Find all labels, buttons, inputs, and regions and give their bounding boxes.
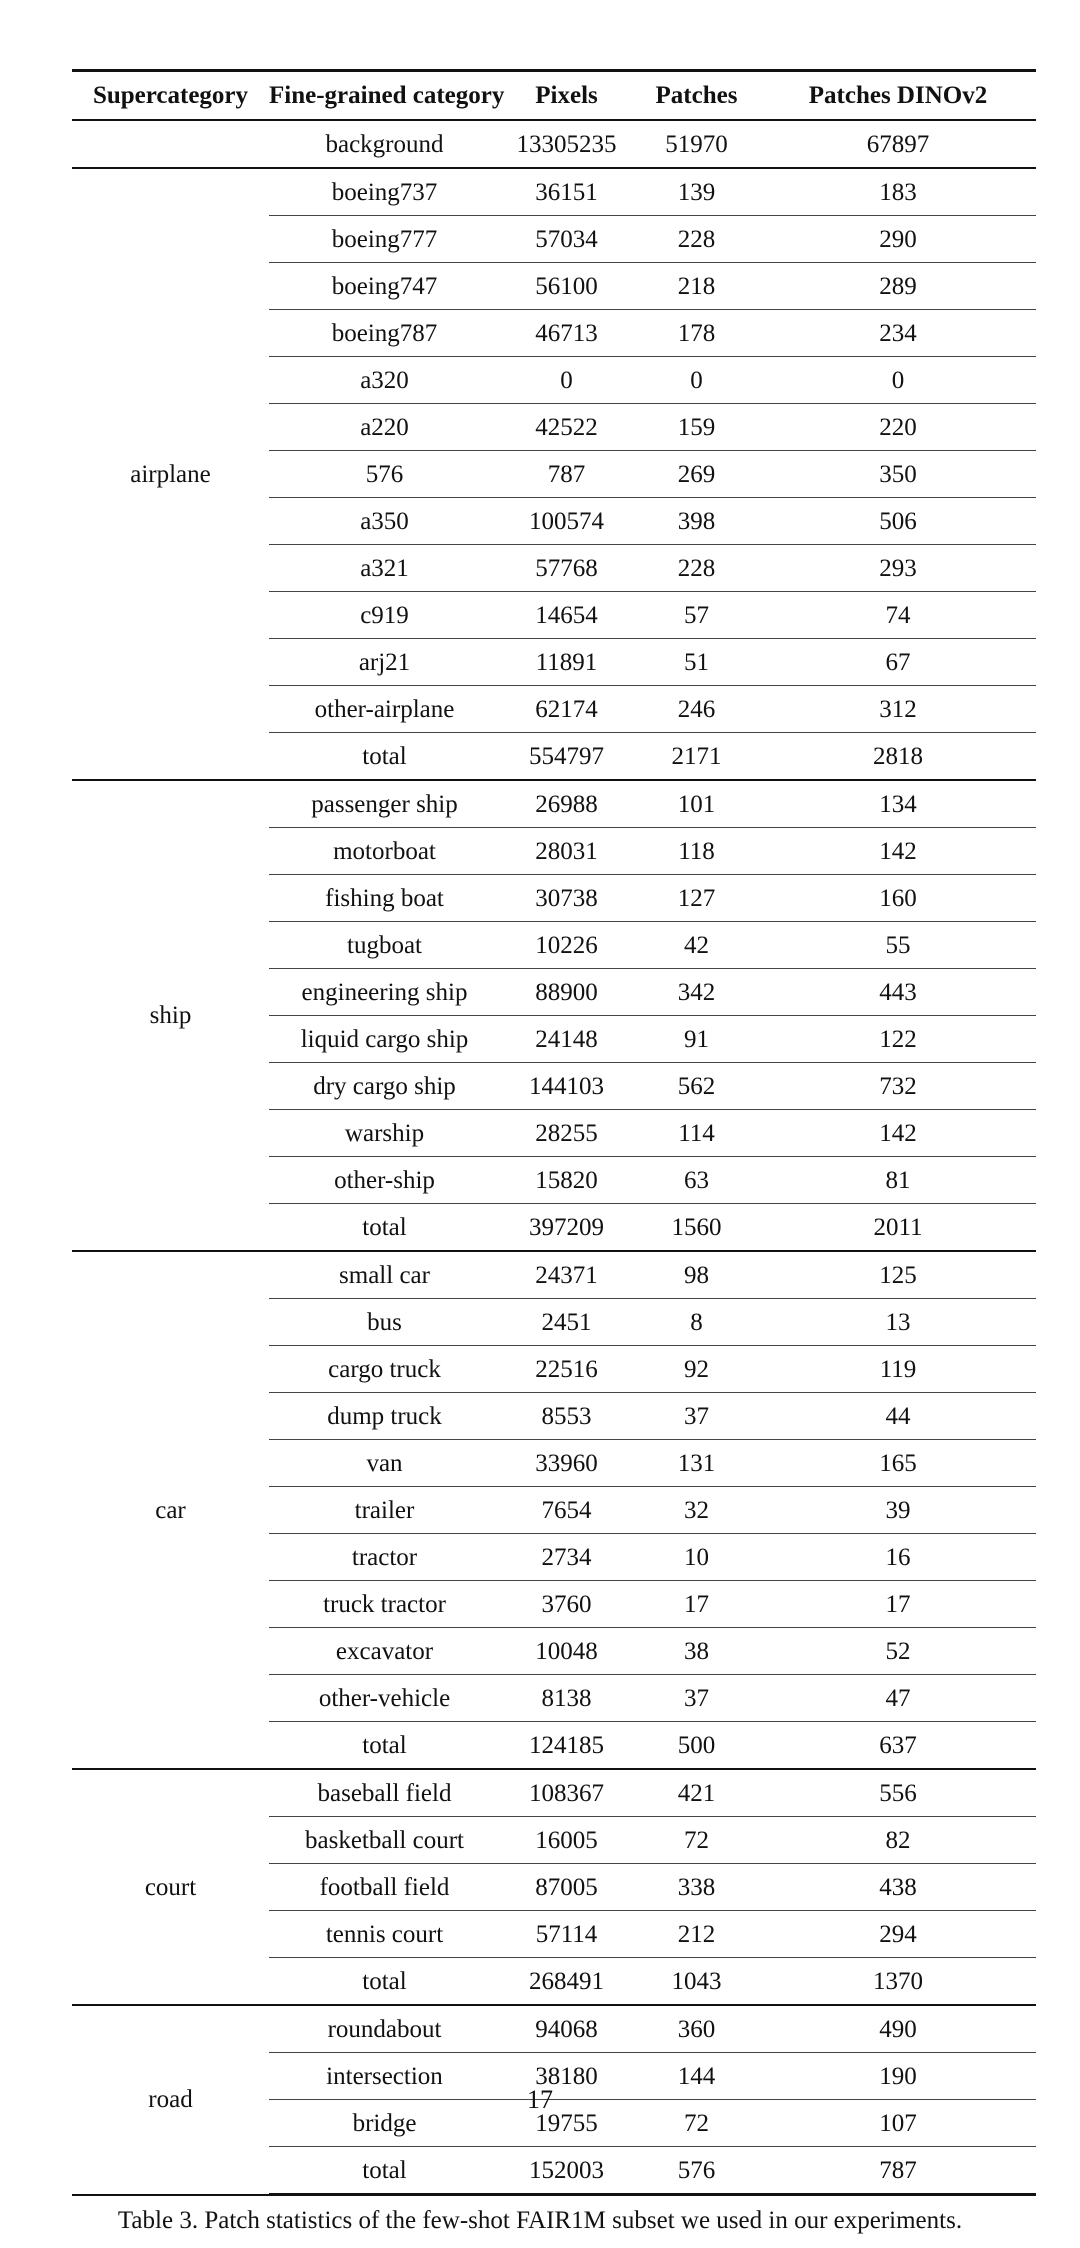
fine-category-cell: tractor: [269, 1534, 500, 1581]
pixels-cell: 19755: [500, 2100, 633, 2147]
fine-category-cell: liquid cargo ship: [269, 1016, 500, 1063]
pixels-cell: 0: [500, 357, 633, 404]
supercategory-cell-empty: [72, 120, 269, 168]
patches-dinov2-cell: 142: [760, 828, 1036, 875]
patches-dinov2-cell: 787: [760, 2147, 1036, 2195]
patches-dinov2-cell: 47: [760, 1675, 1036, 1722]
patches-cell: 0: [633, 357, 760, 404]
header-supercategory: Supercategory: [72, 71, 269, 121]
fine-category-cell: roundabout: [269, 2005, 500, 2053]
fine-category-cell: other-ship: [269, 1157, 500, 1204]
pixels-cell: 62174: [500, 686, 633, 733]
patches-cell: 38: [633, 1628, 760, 1675]
patches-dinov2-cell: 312: [760, 686, 1036, 733]
patches-cell: 562: [633, 1063, 760, 1110]
pixels-cell: 42522: [500, 404, 633, 451]
patches-dinov2-cell: 2818: [760, 733, 1036, 781]
table-caption: Table 3. Patch statistics of the few-shot FAIR1M subset we used in our experiments.: [117, 2207, 963, 2234]
fine-category-cell: van: [269, 1440, 500, 1487]
fine-category-cell: c919: [269, 592, 500, 639]
patches-dinov2-cell: 490: [760, 2005, 1036, 2053]
patches-cell: 421: [633, 1769, 760, 1817]
fine-category-cell: basketball court: [269, 1817, 500, 1864]
pixels-cell: 8553: [500, 1393, 633, 1440]
pixels-cell: 30738: [500, 875, 633, 922]
supercategory-cell: airplane: [72, 168, 269, 780]
patches-dinov2-cell: 0: [760, 357, 1036, 404]
patches-cell: 228: [633, 545, 760, 592]
patches-cell: 98: [633, 1251, 760, 1299]
pixels-cell: 554797: [500, 733, 633, 781]
patches-dinov2-cell: 107: [760, 2100, 1036, 2147]
fine-category-cell: background: [269, 120, 500, 168]
fine-category-cell: a350: [269, 498, 500, 545]
patches-cell: 51970: [633, 120, 760, 168]
patches-dinov2-cell: 125: [760, 1251, 1036, 1299]
supercategory-cell: ship: [72, 780, 269, 1251]
pixels-cell: 2734: [500, 1534, 633, 1581]
patches-dinov2-cell: 67897: [760, 120, 1036, 168]
fine-category-cell: boeing747: [269, 263, 500, 310]
patches-cell: 127: [633, 875, 760, 922]
pixels-cell: 22516: [500, 1346, 633, 1393]
patches-cell: 72: [633, 1817, 760, 1864]
fine-category-cell: truck tractor: [269, 1581, 500, 1628]
fine-category-cell: engineering ship: [269, 969, 500, 1016]
patches-cell: 72: [633, 2100, 760, 2147]
patches-cell: 8: [633, 1299, 760, 1346]
supercategory-cell: court: [72, 1769, 269, 2005]
pixels-cell: 7654: [500, 1487, 633, 1534]
pixels-cell: 36151: [500, 168, 633, 216]
patches-cell: 114: [633, 1110, 760, 1157]
fine-category-cell: boeing787: [269, 310, 500, 357]
patches-dinov2-cell: 122: [760, 1016, 1036, 1063]
patches-cell: 131: [633, 1440, 760, 1487]
header-patches: Patches: [633, 71, 760, 121]
pixels-cell: 33960: [500, 1440, 633, 1487]
patches-cell: 500: [633, 1722, 760, 1770]
pixels-cell: 11891: [500, 639, 633, 686]
pixels-cell: 3760: [500, 1581, 633, 1628]
patches-dinov2-cell: 350: [760, 451, 1036, 498]
patches-cell: 57: [633, 592, 760, 639]
pixels-cell: 268491: [500, 1958, 633, 2006]
patches-cell: 37: [633, 1675, 760, 1722]
pixels-cell: 108367: [500, 1769, 633, 1817]
patches-dinov2-cell: 190: [760, 2053, 1036, 2100]
fine-category-cell: total: [269, 1722, 500, 1770]
patches-dinov2-cell: 52: [760, 1628, 1036, 1675]
patches-cell: 144: [633, 2053, 760, 2100]
fine-category-cell: boeing737: [269, 168, 500, 216]
pixels-cell: 8138: [500, 1675, 633, 1722]
pixels-cell: 152003: [500, 2147, 633, 2195]
patches-dinov2-cell: 134: [760, 780, 1036, 828]
table-row-background: [72, 120, 1036, 168]
patches-cell: 576: [633, 2147, 760, 2195]
patches-dinov2-cell: 142: [760, 1110, 1036, 1157]
header-patches-dinov2: Patches DINOv2: [760, 71, 1036, 121]
patches-cell: 1560: [633, 1204, 760, 1252]
patches-cell: 118: [633, 828, 760, 875]
patches-cell: 42: [633, 922, 760, 969]
patches-cell: 92: [633, 1346, 760, 1393]
header-pixels: Pixels: [500, 71, 633, 121]
fine-category-cell: bus: [269, 1299, 500, 1346]
patches-dinov2-cell: 160: [760, 875, 1036, 922]
pixels-cell: 397209: [500, 1204, 633, 1252]
fine-category-cell: a320: [269, 357, 500, 404]
pixels-cell: 24148: [500, 1016, 633, 1063]
fine-category-cell: passenger ship: [269, 780, 500, 828]
patches-cell: 101: [633, 780, 760, 828]
supercategory-cell: car: [72, 1251, 269, 1769]
patches-cell: 338: [633, 1864, 760, 1911]
pixels-cell: 14654: [500, 592, 633, 639]
pixels-cell: 10048: [500, 1628, 633, 1675]
patches-dinov2-cell: 183: [760, 168, 1036, 216]
patches-cell: 10: [633, 1534, 760, 1581]
pixels-cell: 46713: [500, 310, 633, 357]
fine-category-cell: tennis court: [269, 1911, 500, 1958]
patches-dinov2-cell: 1370: [760, 1958, 1036, 2006]
patches-dinov2-cell: 2011: [760, 1204, 1036, 1252]
fine-category-cell: warship: [269, 1110, 500, 1157]
patches-cell: 139: [633, 168, 760, 216]
fine-category-cell: total: [269, 1958, 500, 2006]
patches-dinov2-cell: 293: [760, 545, 1036, 592]
fine-category-cell: motorboat: [269, 828, 500, 875]
patches-dinov2-cell: 165: [760, 1440, 1036, 1487]
pixels-cell: 94068: [500, 2005, 633, 2053]
fine-category-cell: boeing777: [269, 216, 500, 263]
pixels-cell: 38180: [500, 2053, 633, 2100]
fine-category-cell: bridge: [269, 2100, 500, 2147]
table-header-row: [72, 71, 1036, 121]
fine-category-cell: baseball field: [269, 1769, 500, 1817]
pixels-cell: 57768: [500, 545, 633, 592]
patches-dinov2-cell: 67: [760, 639, 1036, 686]
header-fine-grained-category: Fine-grained category: [269, 71, 500, 121]
patches-cell: 178: [633, 310, 760, 357]
fine-category-cell: a220: [269, 404, 500, 451]
fine-category-cell: total: [269, 2147, 500, 2195]
pixels-cell: 57114: [500, 1911, 633, 1958]
pixels-cell: 2451: [500, 1299, 633, 1346]
patches-dinov2-cell: 82: [760, 1817, 1036, 1864]
patches-dinov2-cell: 81: [760, 1157, 1036, 1204]
patches-dinov2-cell: 438: [760, 1864, 1036, 1911]
patches-dinov2-cell: 220: [760, 404, 1036, 451]
table-row: [72, 168, 1036, 216]
patches-dinov2-cell: 289: [760, 263, 1036, 310]
patches-cell: 398: [633, 498, 760, 545]
patches-cell: 91: [633, 1016, 760, 1063]
fine-category-cell: other-vehicle: [269, 1675, 500, 1722]
fine-category-cell: 576: [269, 451, 500, 498]
patches-dinov2-cell: 55: [760, 922, 1036, 969]
patches-dinov2-cell: 16: [760, 1534, 1036, 1581]
fine-category-cell: tugboat: [269, 922, 500, 969]
patches-cell: 37: [633, 1393, 760, 1440]
fine-category-cell: fishing boat: [269, 875, 500, 922]
patches-cell: 269: [633, 451, 760, 498]
fine-category-cell: football field: [269, 1864, 500, 1911]
patches-dinov2-cell: 234: [760, 310, 1036, 357]
fine-category-cell: trailer: [269, 1487, 500, 1534]
pixels-cell: 24371: [500, 1251, 633, 1299]
patches-dinov2-cell: 443: [760, 969, 1036, 1016]
table-row: [72, 780, 1036, 828]
table-row: [72, 1769, 1036, 1817]
pixels-cell: 124185: [500, 1722, 633, 1770]
fine-category-cell: other-airplane: [269, 686, 500, 733]
pixels-cell: 57034: [500, 216, 633, 263]
patches-cell: 246: [633, 686, 760, 733]
table-row: [72, 1251, 1036, 1299]
fine-category-cell: intersection: [269, 2053, 500, 2100]
fine-category-cell: a321: [269, 545, 500, 592]
patches-cell: 51: [633, 639, 760, 686]
patches-cell: 32: [633, 1487, 760, 1534]
patches-dinov2-cell: 44: [760, 1393, 1036, 1440]
patches-dinov2-cell: 39: [760, 1487, 1036, 1534]
pixels-cell: 88900: [500, 969, 633, 1016]
patches-cell: 17: [633, 1581, 760, 1628]
patches-dinov2-cell: 556: [760, 1769, 1036, 1817]
pixels-cell: 26988: [500, 780, 633, 828]
patches-cell: 228: [633, 216, 760, 263]
pixels-cell: 28255: [500, 1110, 633, 1157]
pixels-cell: 787: [500, 451, 633, 498]
pixels-cell: 15820: [500, 1157, 633, 1204]
patches-dinov2-cell: 732: [760, 1063, 1036, 1110]
pixels-cell: 13305235: [500, 120, 633, 168]
patches-cell: 360: [633, 2005, 760, 2053]
patches-cell: 2171: [633, 733, 760, 781]
pixels-cell: 28031: [500, 828, 633, 875]
fine-category-cell: excavator: [269, 1628, 500, 1675]
patches-dinov2-cell: 74: [760, 592, 1036, 639]
patches-dinov2-cell: 13: [760, 1299, 1036, 1346]
patches-dinov2-cell: 290: [760, 216, 1036, 263]
supercategory-cell: road: [72, 2005, 269, 2195]
fine-category-cell: cargo truck: [269, 1346, 500, 1393]
patch-statistics-table: [72, 69, 1036, 2196]
fine-category-cell: arj21: [269, 639, 500, 686]
patches-cell: 342: [633, 969, 760, 1016]
page-number: 17: [527, 2085, 553, 2114]
pixels-cell: 16005: [500, 1817, 633, 1864]
pixels-cell: 87005: [500, 1864, 633, 1911]
fine-category-cell: dump truck: [269, 1393, 500, 1440]
patches-dinov2-cell: 17: [760, 1581, 1036, 1628]
fine-category-cell: total: [269, 1204, 500, 1252]
fine-category-cell: total: [269, 733, 500, 781]
fine-category-cell: dry cargo ship: [269, 1063, 500, 1110]
table-body: [72, 120, 1036, 2195]
patches-cell: 218: [633, 263, 760, 310]
patches-dinov2-cell: 119: [760, 1346, 1036, 1393]
pixels-cell: 56100: [500, 263, 633, 310]
patches-dinov2-cell: 637: [760, 1722, 1036, 1770]
patches-dinov2-cell: 294: [760, 1911, 1036, 1958]
pixels-cell: 10226: [500, 922, 633, 969]
patches-cell: 1043: [633, 1958, 760, 2006]
table-row: [72, 2005, 1036, 2053]
patches-cell: 159: [633, 404, 760, 451]
pixels-cell: 100574: [500, 498, 633, 545]
patches-cell: 63: [633, 1157, 760, 1204]
patches-dinov2-cell: 506: [760, 498, 1036, 545]
patches-cell: 212: [633, 1911, 760, 1958]
fine-category-cell: small car: [269, 1251, 500, 1299]
pixels-cell: 144103: [500, 1063, 633, 1110]
